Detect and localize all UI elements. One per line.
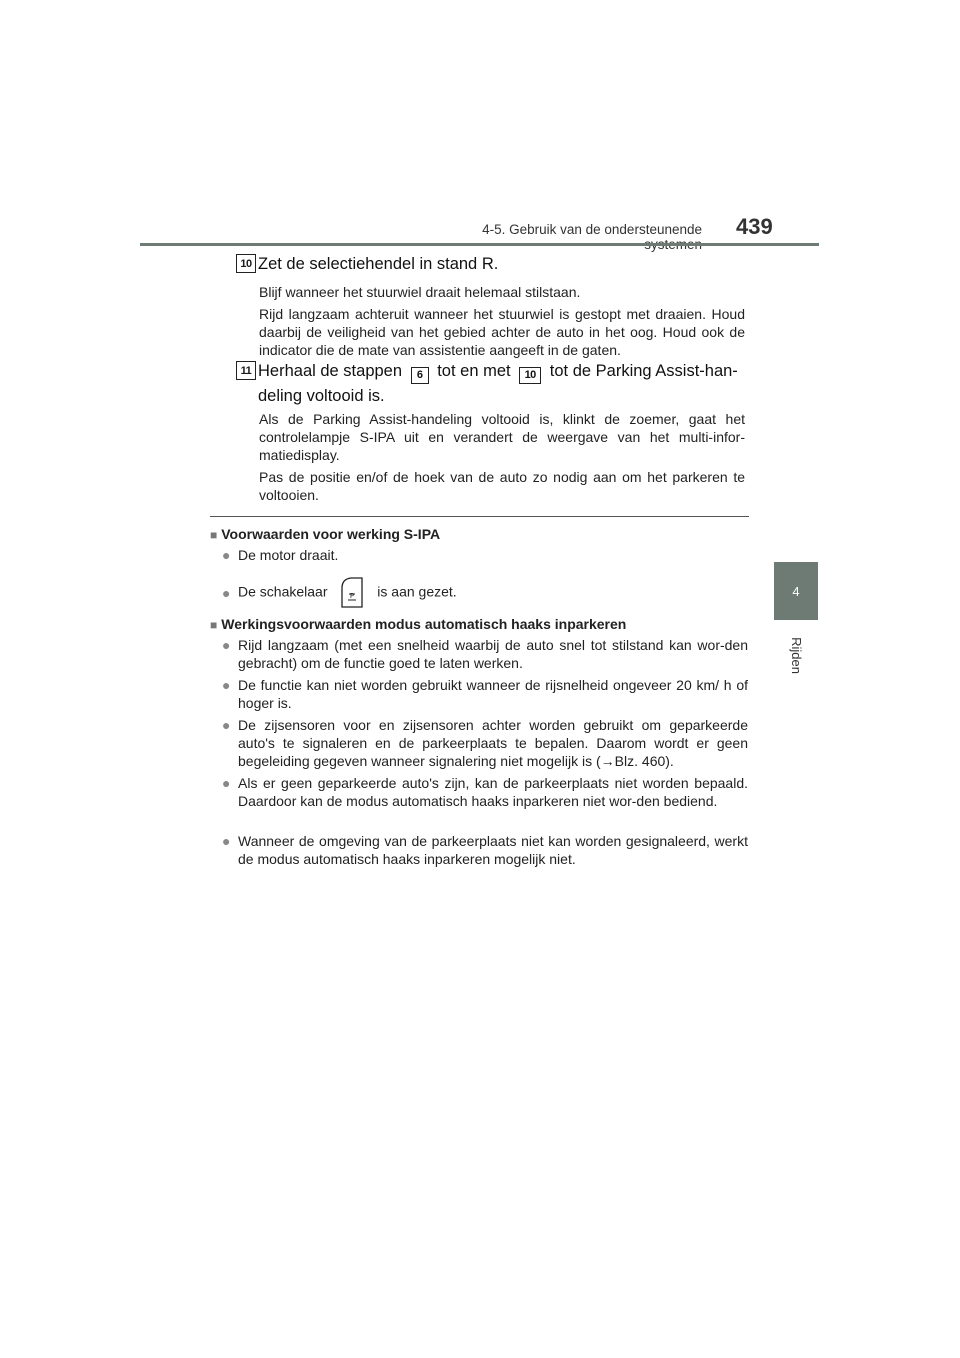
list-item: [222, 716, 748, 770]
list-item-text: [238, 576, 748, 610]
list-item: [222, 832, 748, 868]
step-paragraph: Pas de positie en/of de hoek van de auto zo nodig aan om het parkeren te voltooien.: [259, 469, 745, 503]
step-title: Zet de selectiehendel in stand R.: [258, 255, 499, 273]
circle-bullet-icon: ●: [222, 637, 231, 653]
step-reference-badge[interactable]: 6: [411, 367, 429, 384]
circle-bullet-icon: ●: [222, 677, 231, 693]
chapter-tab[interactable]: [774, 562, 818, 620]
list-item-text: De motor draait.: [238, 547, 339, 563]
step-reference-badge[interactable]: 10: [519, 367, 541, 384]
list-item: [222, 546, 748, 564]
step-title-text: tot de Parking Assist-han-: [549, 362, 738, 380]
circle-bullet-icon: ●: [222, 547, 231, 563]
list-item: [222, 636, 748, 672]
page-number: 439: [736, 214, 773, 239]
list-item: [222, 576, 748, 610]
chapter-label: [776, 630, 816, 680]
step-number-badge: 11: [236, 361, 256, 380]
square-bullet-icon: ■: [210, 528, 218, 542]
section-heading: [210, 616, 626, 632]
step-number-badge: 10: [236, 254, 256, 273]
square-bullet-icon: ■: [210, 618, 218, 632]
step-title-continuation: deling voltooid is.: [258, 387, 385, 405]
list-item-text-before: De schakelaar: [238, 583, 328, 600]
list-item: [222, 676, 748, 712]
circle-bullet-icon: ●: [222, 717, 231, 733]
list-item-text-after: is aan gezet.: [377, 583, 457, 600]
circle-bullet-icon: ●: [222, 585, 231, 601]
chapter-label-text: Rijden: [788, 636, 804, 674]
list-item-text: De functie kan niet worden gebruikt wanneer de rijsnelheid ongeveer 20 km/ h of hoger is.: [238, 677, 748, 711]
section-divider: [210, 516, 749, 517]
circle-bullet-icon: ●: [222, 775, 231, 791]
parking-assist-switch-icon: [339, 576, 365, 610]
list-item: [222, 774, 748, 810]
circle-bullet-icon: ●: [222, 833, 231, 849]
step-title-text: tot en met: [437, 362, 511, 380]
svg-text:P: P: [350, 592, 355, 600]
header-rule: [140, 243, 819, 246]
step-title-text: Herhaal de stappen: [258, 362, 403, 380]
list-item-text: De zijsensoren voor en zijsensoren achter worden gebruikt om geparkeerde auto's te signaleren en de parkeerplaats te bepalen. Daarom wordt er geen begeleiding gegeven wanneer signalering niet mogelijk is (→Blz. 460).: [238, 717, 748, 769]
section-heading-text: Werkingsvoorwaarden modus automatisch haaks inparkeren: [221, 616, 627, 632]
running-header: 4-5. Gebruik van de ondersteunende: [482, 222, 702, 237]
list-item-text: Als er geen geparkeerde auto's zijn, kan de parkeerplaats niet worden bepaald. Daardoor kan de modus automatisch haaks inparkeren niet wor-den bediend.: [238, 775, 748, 809]
chapter-number: 4: [792, 583, 800, 599]
list-item-text: Wanneer de omgeving van de parkeerplaats niet kan worden gesignaleerd, werkt de modus automatisch haaks inparkeren mogelijk niet.: [238, 833, 748, 867]
step-paragraph: Als de Parking Assist-handeling voltooid is, klinkt de zoemer, gaat het controlelampje S-IPA uit en verandert de weergave van het multi-infor-matiedisplay.: [259, 411, 745, 463]
list-item-text: Rijd langzaam (met een snelheid waarbij de auto snel tot stilstand kan wor-den gebracht) om de functie goed te laten werken.: [238, 637, 748, 671]
step-title: [258, 358, 748, 385]
section-heading: [210, 526, 440, 542]
section-heading-text: Voorwaarden voor werking S-IPA: [221, 526, 441, 542]
step-paragraph: Blijf wanneer het stuurwiel draait helemaal stilstaan.: [259, 284, 581, 300]
step-paragraph: Rijd langzaam achteruit wanneer het stuurwiel is gestopt met draaien. Houd daarbij de veiligheid van het gebied achter de auto in het oog. Houd ook de indicator die de mate van assistentie aangeeft in de gaten.: [259, 306, 745, 358]
